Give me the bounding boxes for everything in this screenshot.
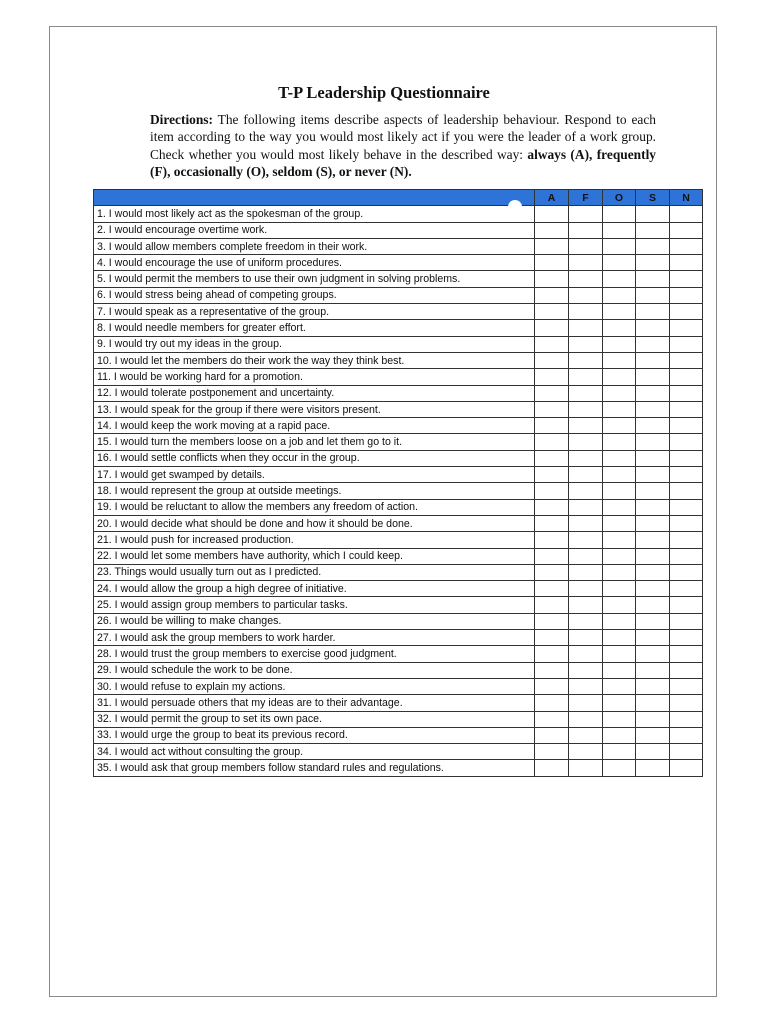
question-text: 22. I would let some members have authority, which I could keep. — [94, 548, 535, 564]
table-row — [94, 695, 703, 711]
question-text: 13. I would speak for the group if there were visitors present. — [94, 401, 535, 417]
response-cell-n[interactable] — [670, 287, 703, 303]
response-cell-s[interactable] — [636, 532, 670, 548]
response-cell-n[interactable] — [670, 564, 703, 580]
response-cell-s[interactable] — [636, 630, 670, 646]
response-cell-a[interactable] — [535, 597, 569, 613]
page-title: T-P Leadership Questionnaire — [278, 83, 490, 102]
response-cell-s[interactable] — [636, 581, 670, 597]
response-cell-n[interactable] — [670, 532, 703, 548]
question-text: 16. I would settle conflicts when they occur in the group. — [94, 450, 535, 466]
header-col-a: A — [535, 190, 569, 206]
response-cell-o[interactable] — [603, 271, 636, 287]
response-cell-a[interactable] — [535, 238, 569, 254]
circle-marker-icon — [508, 200, 522, 214]
question-text: 31. I would persuade others that my ideas are to their advantage. — [94, 695, 535, 711]
response-cell-s[interactable] — [636, 352, 670, 368]
table-row — [94, 760, 703, 776]
header-col-o: O — [603, 190, 636, 206]
question-text: 17. I would get swamped by details. — [94, 467, 535, 483]
response-cell-f[interactable] — [569, 744, 603, 760]
question-text: 14. I would keep the work moving at a rapid pace. — [94, 418, 535, 434]
response-cell-s[interactable] — [636, 711, 670, 727]
table-row — [94, 418, 703, 434]
question-text: 20. I would decide what should be done and how it should be done. — [94, 515, 535, 531]
question-text: 19. I would be reluctant to allow the members any freedom of action. — [94, 499, 535, 515]
response-cell-a[interactable] — [535, 532, 569, 548]
response-cell-f[interactable] — [569, 222, 603, 238]
response-cell-s[interactable] — [636, 222, 670, 238]
response-cell-o[interactable] — [603, 483, 636, 499]
response-cell-a[interactable] — [535, 418, 569, 434]
response-cell-n[interactable] — [670, 255, 703, 271]
response-cell-f[interactable] — [569, 515, 603, 531]
response-cell-n[interactable] — [670, 434, 703, 450]
question-text: 18. I would represent the group at outside meetings. — [94, 483, 535, 499]
response-cell-n[interactable] — [670, 499, 703, 515]
table-header-row — [94, 190, 703, 206]
table-row — [94, 450, 703, 466]
response-cell-a[interactable] — [535, 678, 569, 694]
table-row — [94, 548, 703, 564]
response-cell-o[interactable] — [603, 760, 636, 776]
response-cell-f[interactable] — [569, 450, 603, 466]
response-cell-s[interactable] — [636, 238, 670, 254]
response-cell-f[interactable] — [569, 238, 603, 254]
question-text: 7. I would speak as a representative of the group. — [94, 304, 535, 320]
question-text: 3. I would allow members complete freedom in their work. — [94, 238, 535, 254]
response-cell-a[interactable] — [535, 744, 569, 760]
response-cell-o[interactable] — [603, 320, 636, 336]
question-text: 28. I would trust the group members to exercise good judgment. — [94, 646, 535, 662]
response-cell-o[interactable] — [603, 238, 636, 254]
response-cell-o[interactable] — [603, 401, 636, 417]
header-col-f: F — [569, 190, 603, 206]
question-text: 12. I would tolerate postponement and uncertainty. — [94, 385, 535, 401]
question-text: 32. I would permit the group to set its own pace. — [94, 711, 535, 727]
response-cell-f[interactable] — [569, 467, 603, 483]
question-text: 2. I would encourage overtime work. — [94, 222, 535, 238]
response-cell-s[interactable] — [636, 499, 670, 515]
response-cell-s[interactable] — [636, 744, 670, 760]
table-row — [94, 222, 703, 238]
table-row — [94, 287, 703, 303]
response-cell-s[interactable] — [636, 483, 670, 499]
response-cell-n[interactable] — [670, 304, 703, 320]
response-cell-n[interactable] — [670, 630, 703, 646]
response-cell-n[interactable] — [670, 744, 703, 760]
response-cell-o[interactable] — [603, 695, 636, 711]
question-text: 34. I would act without consulting the group. — [94, 744, 535, 760]
response-cell-o[interactable] — [603, 515, 636, 531]
response-cell-o[interactable] — [603, 352, 636, 368]
response-cell-o[interactable] — [603, 385, 636, 401]
response-cell-s[interactable] — [636, 271, 670, 287]
response-cell-n[interactable] — [670, 711, 703, 727]
table-row — [94, 483, 703, 499]
response-cell-n[interactable] — [670, 385, 703, 401]
question-text: 6. I would stress being ahead of competing groups. — [94, 287, 535, 303]
response-cell-a[interactable] — [535, 581, 569, 597]
response-cell-a[interactable] — [535, 760, 569, 776]
table-row — [94, 613, 703, 629]
response-cell-s[interactable] — [636, 760, 670, 776]
table-row — [94, 352, 703, 368]
response-cell-s[interactable] — [636, 255, 670, 271]
table-row — [94, 564, 703, 580]
response-cell-o[interactable] — [603, 255, 636, 271]
response-cell-a[interactable] — [535, 467, 569, 483]
response-cell-f[interactable] — [569, 564, 603, 580]
directions-text: The following items describe aspects of leadership behaviour. Respond to each item according to the way you would most likely act if you were the leader of a work group. Check whether you would most likely behave in the described way: — [150, 112, 656, 162]
table-row — [94, 646, 703, 662]
response-cell-f[interactable] — [569, 287, 603, 303]
table-row — [94, 744, 703, 760]
response-cell-a[interactable] — [535, 304, 569, 320]
table-row — [94, 238, 703, 254]
response-cell-s[interactable] — [636, 418, 670, 434]
response-cell-s[interactable] — [636, 369, 670, 385]
response-cell-o[interactable] — [603, 418, 636, 434]
question-text: 5. I would permit the members to use their own judgment in solving problems. — [94, 271, 535, 287]
response-cell-a[interactable] — [535, 450, 569, 466]
response-cell-f[interactable] — [569, 678, 603, 694]
response-cell-n[interactable] — [670, 450, 703, 466]
table-row — [94, 369, 703, 385]
response-cell-o[interactable] — [603, 630, 636, 646]
response-cell-a[interactable] — [535, 401, 569, 417]
response-cell-s[interactable] — [636, 548, 670, 564]
question-text: 4. I would encourage the use of uniform procedures. — [94, 255, 535, 271]
response-cell-f[interactable] — [569, 255, 603, 271]
response-cell-o[interactable] — [603, 434, 636, 450]
table-row — [94, 711, 703, 727]
response-cell-a[interactable] — [535, 222, 569, 238]
table-row — [94, 727, 703, 743]
response-cell-n[interactable] — [670, 352, 703, 368]
question-text: 1. I would most likely act as the spokesman of the group. — [94, 206, 535, 222]
response-cell-o[interactable] — [603, 336, 636, 352]
directions-options: always (A), frequently (F), occasionally (O), seldom (S), or never (N). — [150, 146, 656, 179]
response-cell-s[interactable] — [636, 450, 670, 466]
response-cell-n[interactable] — [670, 418, 703, 434]
header-blank-cell — [94, 190, 535, 206]
response-cell-n[interactable] — [670, 238, 703, 254]
response-cell-f[interactable] — [569, 548, 603, 564]
questionnaire-table — [93, 189, 703, 777]
response-cell-n[interactable] — [670, 515, 703, 531]
response-cell-s[interactable] — [636, 385, 670, 401]
response-cell-f[interactable] — [569, 320, 603, 336]
response-cell-n[interactable] — [670, 336, 703, 352]
table-row — [94, 255, 703, 271]
response-cell-a[interactable] — [535, 336, 569, 352]
response-cell-s[interactable] — [636, 515, 670, 531]
response-cell-o[interactable] — [603, 646, 636, 662]
table-row — [94, 467, 703, 483]
question-text: 10. I would let the members do their work the way they think best. — [94, 352, 535, 368]
response-cell-a[interactable] — [535, 206, 569, 222]
response-cell-a[interactable] — [535, 630, 569, 646]
response-cell-f[interactable] — [569, 483, 603, 499]
response-cell-f[interactable] — [569, 613, 603, 629]
response-cell-f[interactable] — [569, 711, 603, 727]
response-cell-o[interactable] — [603, 369, 636, 385]
response-cell-s[interactable] — [636, 597, 670, 613]
response-cell-n[interactable] — [670, 727, 703, 743]
response-cell-a[interactable] — [535, 287, 569, 303]
table-row — [94, 499, 703, 515]
response-cell-a[interactable] — [535, 548, 569, 564]
response-cell-o[interactable] — [603, 532, 636, 548]
response-cell-a[interactable] — [535, 369, 569, 385]
question-text: 26. I would be willing to make changes. — [94, 613, 535, 629]
table-row — [94, 630, 703, 646]
response-cell-o[interactable] — [603, 304, 636, 320]
header-col-n: N — [670, 190, 703, 206]
response-cell-f[interactable] — [569, 352, 603, 368]
response-cell-f[interactable] — [569, 630, 603, 646]
table-row — [94, 532, 703, 548]
response-cell-o[interactable] — [603, 222, 636, 238]
table-row — [94, 434, 703, 450]
response-cell-a[interactable] — [535, 662, 569, 678]
response-cell-s[interactable] — [636, 564, 670, 580]
response-cell-n[interactable] — [670, 222, 703, 238]
table-row — [94, 385, 703, 401]
question-text: 24. I would allow the group a high degree of initiative. — [94, 581, 535, 597]
response-cell-a[interactable] — [535, 483, 569, 499]
table-row — [94, 678, 703, 694]
response-cell-n[interactable] — [670, 320, 703, 336]
question-text: 9. I would try out my ideas in the group. — [94, 336, 535, 352]
question-text: 11. I would be working hard for a promotion. — [94, 369, 535, 385]
table-row — [94, 515, 703, 531]
response-cell-s[interactable] — [636, 206, 670, 222]
table-row — [94, 662, 703, 678]
response-cell-s[interactable] — [636, 678, 670, 694]
response-cell-o[interactable] — [603, 597, 636, 613]
response-cell-s[interactable] — [636, 613, 670, 629]
response-cell-f[interactable] — [569, 271, 603, 287]
response-cell-f[interactable] — [569, 646, 603, 662]
response-cell-o[interactable] — [603, 206, 636, 222]
response-cell-n[interactable] — [670, 206, 703, 222]
response-cell-f[interactable] — [569, 499, 603, 515]
response-cell-o[interactable] — [603, 450, 636, 466]
response-cell-o[interactable] — [603, 613, 636, 629]
response-cell-f[interactable] — [569, 401, 603, 417]
response-cell-o[interactable] — [603, 662, 636, 678]
response-cell-a[interactable] — [535, 499, 569, 515]
response-cell-s[interactable] — [636, 401, 670, 417]
response-cell-s[interactable] — [636, 695, 670, 711]
response-cell-s[interactable] — [636, 336, 670, 352]
response-cell-n[interactable] — [670, 760, 703, 776]
response-cell-o[interactable] — [603, 581, 636, 597]
response-cell-f[interactable] — [569, 385, 603, 401]
response-cell-o[interactable] — [603, 499, 636, 515]
response-cell-s[interactable] — [636, 287, 670, 303]
response-cell-n[interactable] — [670, 401, 703, 417]
response-cell-o[interactable] — [603, 678, 636, 694]
response-cell-n[interactable] — [670, 695, 703, 711]
response-cell-s[interactable] — [636, 434, 670, 450]
table-row — [94, 581, 703, 597]
question-text: 33. I would urge the group to beat its previous record. — [94, 727, 535, 743]
response-cell-n[interactable] — [670, 483, 703, 499]
response-cell-n[interactable] — [670, 369, 703, 385]
response-cell-o[interactable] — [603, 727, 636, 743]
response-cell-s[interactable] — [636, 727, 670, 743]
response-cell-o[interactable] — [603, 467, 636, 483]
response-cell-a[interactable] — [535, 271, 569, 287]
response-cell-f[interactable] — [569, 727, 603, 743]
response-cell-s[interactable] — [636, 320, 670, 336]
question-text: 21. I would push for increased production. — [94, 532, 535, 548]
response-cell-n[interactable] — [670, 678, 703, 694]
response-cell-a[interactable] — [535, 613, 569, 629]
response-cell-o[interactable] — [603, 744, 636, 760]
table-row — [94, 401, 703, 417]
response-cell-n[interactable] — [670, 613, 703, 629]
response-cell-s[interactable] — [636, 646, 670, 662]
response-cell-a[interactable] — [535, 564, 569, 580]
response-cell-o[interactable] — [603, 564, 636, 580]
response-cell-f[interactable] — [569, 597, 603, 613]
question-text: 29. I would schedule the work to be done. — [94, 662, 535, 678]
response-cell-o[interactable] — [603, 287, 636, 303]
response-cell-a[interactable] — [535, 352, 569, 368]
response-cell-f[interactable] — [569, 206, 603, 222]
response-cell-s[interactable] — [636, 662, 670, 678]
response-cell-f[interactable] — [569, 336, 603, 352]
response-cell-f[interactable] — [569, 418, 603, 434]
table-row — [94, 271, 703, 287]
table-row — [94, 336, 703, 352]
response-cell-a[interactable] — [535, 320, 569, 336]
response-cell-f[interactable] — [569, 662, 603, 678]
header-col-s: S — [636, 190, 670, 206]
response-cell-o[interactable] — [603, 548, 636, 564]
response-cell-a[interactable] — [535, 515, 569, 531]
response-cell-a[interactable] — [535, 695, 569, 711]
response-cell-n[interactable] — [670, 646, 703, 662]
response-cell-a[interactable] — [535, 255, 569, 271]
response-cell-f[interactable] — [569, 532, 603, 548]
table-row — [94, 597, 703, 613]
response-cell-n[interactable] — [670, 662, 703, 678]
table-row — [94, 206, 703, 222]
directions-paragraph — [150, 111, 656, 180]
response-cell-n[interactable] — [670, 581, 703, 597]
table-row — [94, 304, 703, 320]
table-row — [94, 320, 703, 336]
response-cell-s[interactable] — [636, 467, 670, 483]
question-text: 15. I would turn the members loose on a job and let them go to it. — [94, 434, 535, 450]
response-cell-f[interactable] — [569, 434, 603, 450]
question-text: 35. I would ask that group members follow standard rules and regulations. — [94, 760, 535, 776]
response-cell-n[interactable] — [670, 467, 703, 483]
question-text: 23. Things would usually turn out as I predicted. — [94, 564, 535, 580]
response-cell-a[interactable] — [535, 727, 569, 743]
question-text: 30. I would refuse to explain my actions. — [94, 678, 535, 694]
response-cell-o[interactable] — [603, 711, 636, 727]
question-text: 27. I would ask the group members to work harder. — [94, 630, 535, 646]
response-cell-n[interactable] — [670, 271, 703, 287]
response-cell-f[interactable] — [569, 695, 603, 711]
response-cell-f[interactable] — [569, 304, 603, 320]
directions-label: Directions: — [150, 112, 213, 127]
response-cell-n[interactable] — [670, 597, 703, 613]
response-cell-a[interactable] — [535, 711, 569, 727]
response-cell-a[interactable] — [535, 434, 569, 450]
response-cell-n[interactable] — [670, 548, 703, 564]
response-cell-a[interactable] — [535, 646, 569, 662]
question-text: 25. I would assign group members to particular tasks. — [94, 597, 535, 613]
response-cell-f[interactable] — [569, 369, 603, 385]
response-cell-f[interactable] — [569, 760, 603, 776]
question-text: 8. I would needle members for greater effort. — [94, 320, 535, 336]
response-cell-f[interactable] — [569, 581, 603, 597]
response-cell-a[interactable] — [535, 385, 569, 401]
response-cell-s[interactable] — [636, 304, 670, 320]
